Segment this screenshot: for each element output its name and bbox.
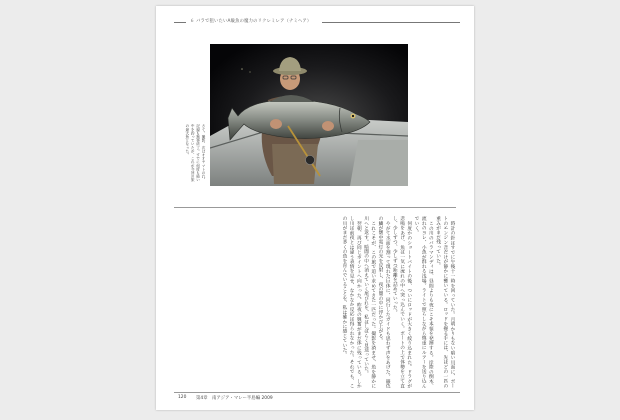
body-paragraph: やがて水面を割って現れた巨体に、同行したガイドも思わず声をあげた。銀色の鱗が懐中電灯の光を反射し、夜の闇の中に浮かび上がる。 bbox=[377, 216, 391, 388]
distant-light bbox=[241, 68, 243, 70]
running-head bbox=[174, 18, 460, 26]
body-paragraph: これこそが、この旅で追い求めてきた一匹だった。撮影を済ませ、魚を静かに川へと返す。暗闇の中へ消えていく尾びれを、私はしばらく見送っていた。 bbox=[363, 216, 376, 388]
body-paragraph: 時計の針はすでに午後十一時を回っていた。月明かりもない暗い川面に、ボートのエンジン音だけが静かに響いている。ロッドを握る手には、先ほどの一匹の重みがまだ残っていた。 bbox=[435, 216, 455, 388]
body-paragraph: 何度かのショートバイトの後、ついにロッドが大きく絞り込まれた。ドラグが悲鳴をあげ、魚は一気に流れの中へ突っ込んでいく。ボートの上で体勢を立て直し、少しずつ、少しずつ距離を詰めていった。 bbox=[392, 216, 412, 388]
page-footer bbox=[174, 392, 460, 402]
chapter-title: 第4章 南アジア・マレー半島編 2009 bbox=[196, 396, 273, 401]
section-rule bbox=[174, 207, 456, 208]
body-paragraph: この川のバラマンディは、昼間よりも夜にこそ本領を発揮する。岸際の倒木、流れのヨレ、小魚が群れる浅場。ライトで照らしながら慎重にルアーを送り込んでいく。 bbox=[413, 216, 434, 388]
footer-rule bbox=[174, 392, 460, 393]
running-head-text: ６ バラで狙いたいA級魚の魔力のリクレミレア（ナミヘア） bbox=[190, 19, 312, 24]
fish-pupil bbox=[352, 115, 354, 117]
book-page bbox=[156, 6, 474, 410]
fishing-reel bbox=[306, 156, 315, 165]
distant-light bbox=[249, 71, 250, 72]
angler-hand-left bbox=[270, 119, 282, 129]
running-head-rule-left bbox=[174, 22, 186, 23]
photo-caption: さて、撮影、次はオオヤマトのれ、記録も無事終了。すでに何度も暗い中を釣っていたが、これが今回の旅の最大魚となった。 bbox=[185, 124, 206, 182]
boat-seat bbox=[350, 140, 408, 186]
page-number: 120 bbox=[178, 395, 187, 400]
body-paragraph: 翌朝、再び同じポイントへ向かった。昨夜の興奮がまだ体に残っている。しかし川は前夜とは違う表情を見せ、なかなか反応は得られなかった。それでも、この川がまだ多くの魚を育んでいることを、私は確かに感じていた。 bbox=[341, 216, 362, 388]
running-head-rule-right bbox=[322, 22, 460, 23]
body-text bbox=[202, 216, 456, 388]
photo-illustration bbox=[210, 44, 408, 186]
angler-hand-right bbox=[322, 121, 334, 131]
night-fishing-photo bbox=[210, 44, 408, 186]
